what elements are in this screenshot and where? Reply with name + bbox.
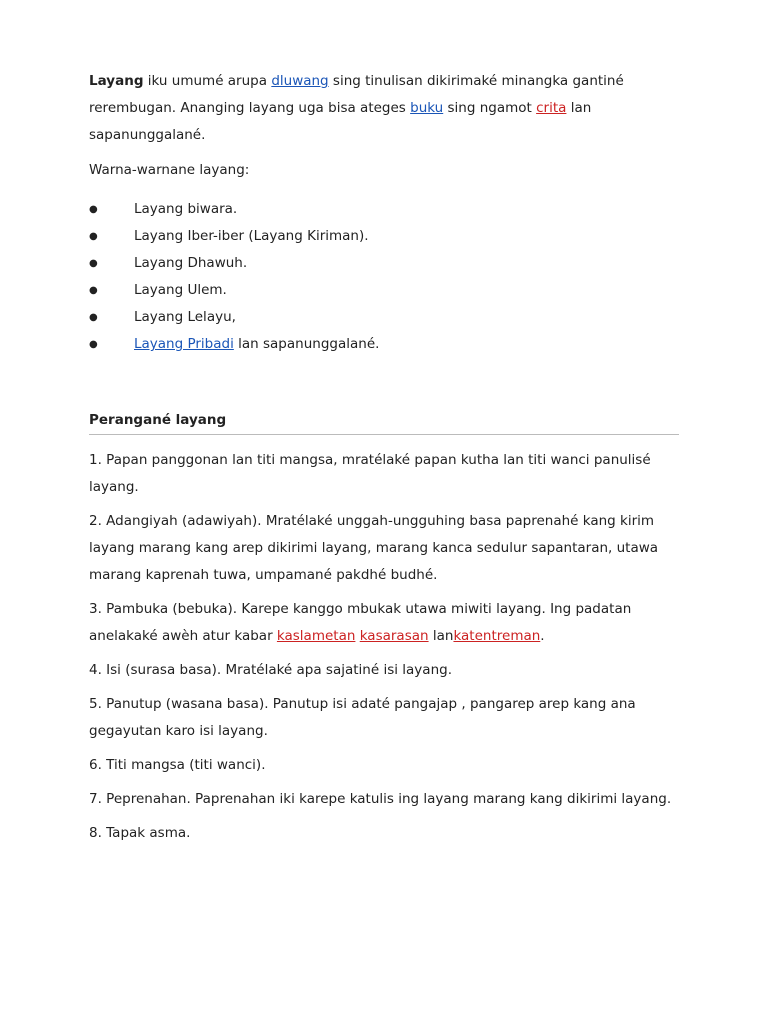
link-kasarasan[interactable]: kasarasan [359,628,429,644]
step-text-end: . [540,628,545,644]
step-item: 5. Panutup (wasana basa). Panutup isi adaté pangajap , pangarep arep kang ana gegayutan karo isi layang. [89,696,636,739]
link-kaslametan[interactable]: kaslametan [276,628,356,644]
document-body [89,68,679,854]
link-katentreman[interactable]: katentreman [453,628,541,644]
bullet-icon: ● [89,204,98,215]
step-item: 4. Isi (surasa basa). Mratélaké apa sajatiné isi layang. [89,662,452,678]
step-item: 2. Adangiyah (adawiyah). Mratélaké unggah-ungguhing basa paprenahé kang kirim layang marang kang arep dikirimi layang, marang kanca sedulur sapantaran, utawa marang kaprenah tuwa, umpamané pakdhé budhé. [89,513,659,583]
step-item [89,596,679,650]
intro-paragraph [89,68,679,149]
list-item [89,250,679,277]
term-layang: Layang [89,73,144,89]
section-title: Perangané layang [89,408,679,435]
intro-text-1: iku umumé arupa [143,73,272,89]
link-crita[interactable]: crita [536,100,567,116]
list-item [89,331,679,358]
list-item-text: Layang Iber-iber (Layang Kiriman). [134,228,369,244]
intro-text-3: sing ngamot [443,100,537,116]
list-item-text: Layang Dhawuh. [134,255,248,271]
list-item-text: lan sapanunggalané. [233,336,380,352]
step-item: 1. Papan panggonan lan titi mangsa, mratélaké papan kutha lan titi wanci panulisé layang. [89,452,651,495]
step-sep: lan [428,628,454,644]
types-list [89,196,679,358]
list-item-text: Layang Ulem. [134,282,227,298]
list-item [89,223,679,250]
bullet-icon: ● [89,285,98,296]
list-item [89,304,679,331]
step-item: 6. Titi mangsa (titi wanci). [89,757,266,773]
link-layang-pribadi[interactable]: Layang Pribadi [134,336,234,352]
list-item [89,196,679,223]
bullet-icon: ● [89,258,98,269]
types-heading: Warna-warnane layang: [89,162,250,178]
intro-text-2: sing tinulisan dikirimaké minangka gantiné rerembugan. Ananging layang uga bisa ateges [89,73,624,116]
step-item: 8. Tapak asma. [89,825,191,841]
link-buku[interactable]: buku [410,100,444,116]
step-item: 7. Peprenahan. Paprenahan iki karepe katulis ing layang marang kang dikirimi layang. [89,791,672,807]
bullet-icon: ● [89,231,98,242]
step-text: 3. Pambuka (bebuka). Karepe kanggo mbukak utawa miwiti layang. Ing padatan anelakaké awèh atur kabar [89,601,632,644]
link-dluwang[interactable]: dluwang [271,73,329,89]
bullet-icon: ● [89,312,98,323]
list-item [89,277,679,304]
intro-text-4: lan sapanunggalané. [89,100,592,143]
list-item-text: Layang Lelayu, [134,309,236,325]
list-item-text: Layang biwara. [134,201,238,217]
steps-list [89,447,679,847]
bullet-icon: ● [89,339,98,350]
